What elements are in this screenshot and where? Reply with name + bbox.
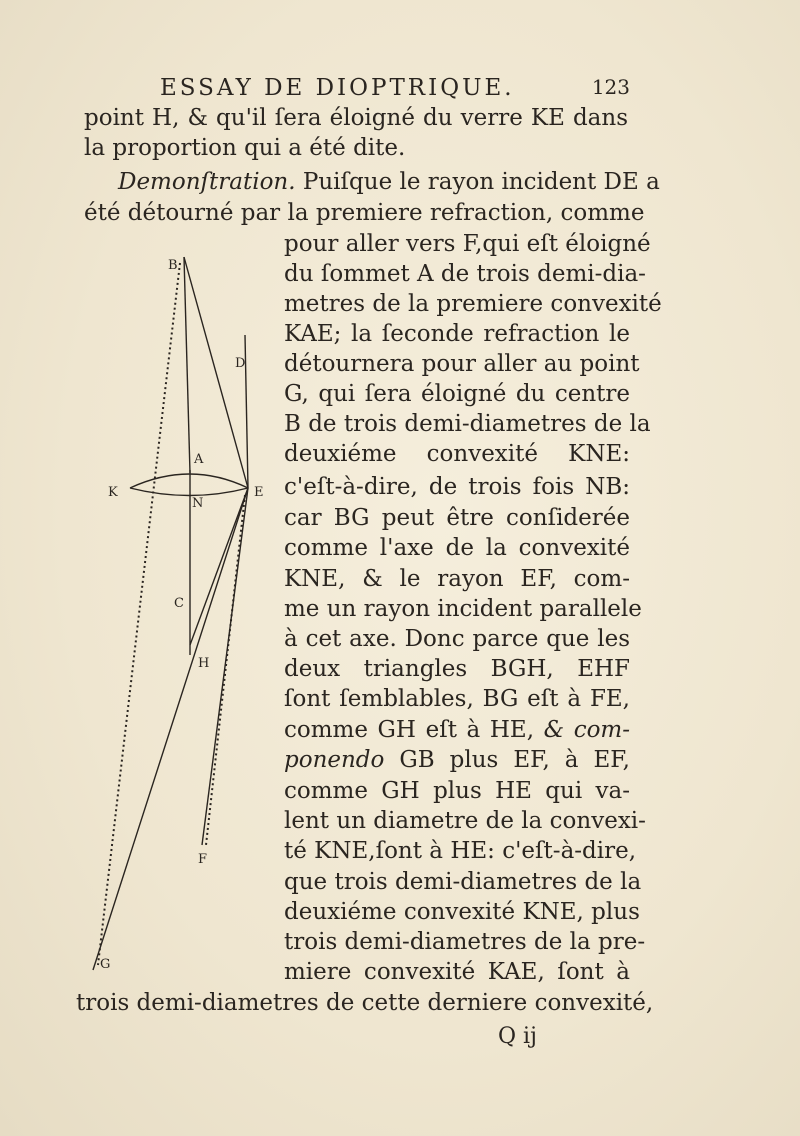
text-line: été détourné par la premiere refraction, comme — [84, 200, 645, 226]
text-span: GB plus EF, à EF, — [384, 747, 630, 773]
text-line: metres de la premiere convexité — [284, 291, 662, 317]
text-line: KAE; la ſeconde refraction le — [284, 321, 630, 347]
text-line: trois demi-diametres de la pre- — [284, 929, 646, 955]
label-a: A — [194, 452, 204, 467]
text-line: me un rayon incident parallele — [284, 596, 642, 622]
label-n: N — [192, 496, 204, 511]
text-span-italic: & com- — [543, 717, 631, 743]
label-d: D — [235, 356, 246, 371]
text-line: détournera pour aller au point — [284, 351, 640, 377]
text-line: trois demi-diametres de cette derniere convexité, — [76, 990, 654, 1016]
ray-e-c — [190, 488, 248, 645]
signature-mark: Q ij — [498, 1024, 537, 1049]
label-b: B — [168, 258, 178, 273]
text-line: la proportion qui a été dite. — [84, 135, 406, 161]
page-number: 123 — [591, 75, 630, 99]
text-line: comme GH plus HE qui va- — [284, 778, 630, 804]
running-title: ESSAY DE DIOPTRIQUE. — [160, 75, 515, 101]
text-line: KNE, & le rayon EF, com- — [284, 566, 630, 592]
text-line: ſont ſemblables, BG eſt à FE, — [284, 686, 630, 712]
dotted-b-g — [98, 263, 180, 965]
text-line — [284, 745, 630, 775]
text-line — [84, 167, 660, 197]
ray-e-g — [93, 488, 248, 970]
text-line: que trois demi-diametres de la — [284, 869, 642, 895]
label-g: G — [100, 957, 111, 972]
label-k: K — [108, 485, 118, 500]
demonstration-heading: Demonſtration. — [118, 169, 296, 195]
text-line: car BG peut être conſiderée — [284, 505, 630, 531]
label-c: C — [174, 596, 184, 611]
lens-arc-lower — [130, 488, 248, 496]
text-line: deuxiéme convexité KNE, plus — [284, 899, 640, 925]
text-span: Puiſque le rayon incident DE a — [295, 169, 660, 195]
text-line: point H, & qu'il ſera éloigné du verre KE dans — [84, 105, 628, 131]
text-span: comme GH eſt à HE, — [284, 717, 544, 743]
text-span-italic: ponendo — [284, 747, 385, 773]
ray-b-a — [184, 257, 190, 473]
ray-d-e — [245, 335, 248, 488]
lens-arc-upper — [130, 474, 248, 488]
text-line: deux triangles BGH, EHF — [284, 656, 630, 682]
text-line: B de trois demi-diametres de la — [284, 411, 651, 437]
text-line: à cet axe. Donc parce que les — [284, 626, 630, 652]
label-h: H — [198, 656, 210, 671]
text-line: G, qui ſera éloigné du centre — [284, 381, 630, 407]
text-line: pour aller vers F,qui eſt éloigné — [284, 231, 651, 257]
lens-diagram — [80, 235, 280, 985]
text-line: miere convexité KAE, ſont à — [284, 959, 630, 985]
label-e: E — [254, 485, 264, 500]
text-line: du ſommet A de trois demi-dia- — [284, 261, 646, 287]
text-line: deuxiéme convexité KNE: — [284, 441, 630, 467]
text-line: lent un diametre de la convexi- — [284, 808, 646, 834]
text-line — [284, 715, 630, 745]
label-f: F — [198, 852, 208, 867]
text-line: té KNE,ſont à HE: c'eſt-à-dire, — [284, 838, 637, 864]
text-line: comme l'axe de la convexité — [284, 535, 630, 561]
text-line: c'eſt-à-dire, de trois fois NB: — [284, 474, 630, 500]
